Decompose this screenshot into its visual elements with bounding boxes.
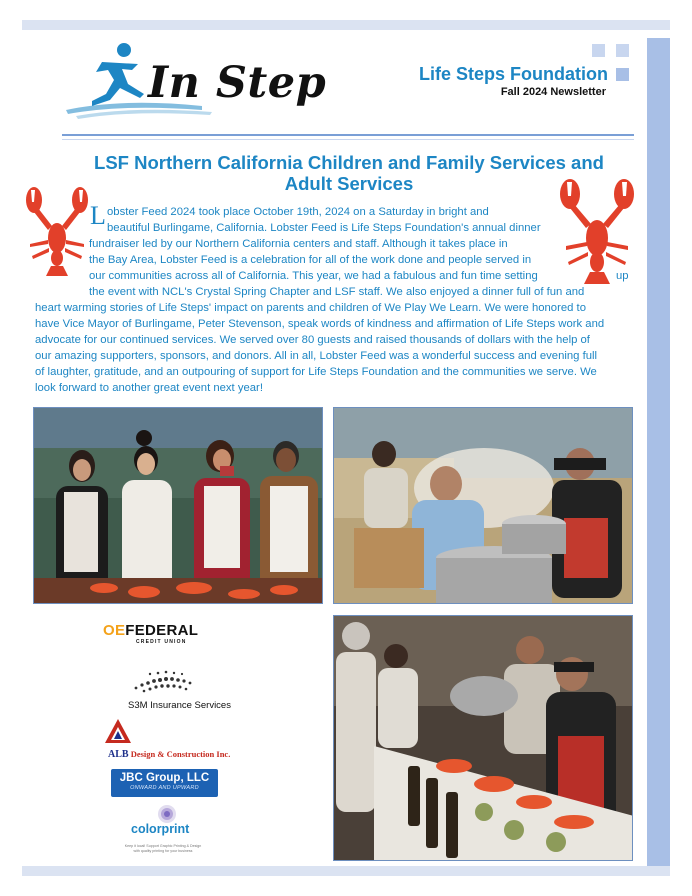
- article-line: look forward to another great event next year!: [35, 382, 263, 394]
- header-divider: [62, 134, 634, 136]
- alb-emblem-logo: [104, 718, 132, 744]
- oe-mark: OE: [103, 622, 126, 639]
- frame-right-bar: [647, 38, 670, 876]
- jbc-name: JBC Group, LLC: [119, 772, 210, 784]
- colorprint-emblem-logo: [157, 804, 177, 824]
- drop-cap: L: [90, 201, 106, 230]
- header-divider-thin: [62, 139, 634, 140]
- frame-bottom-bar: [22, 866, 670, 876]
- sponsor-alb-design: [108, 749, 230, 760]
- article-headline: [60, 152, 638, 194]
- article-line: obster Feed 2024 took place October 19th, 2024 on a Saturday in bright and: [107, 206, 489, 218]
- newsletter-edition: Fall 2024 Newsletter: [500, 86, 606, 98]
- article-line: our amazing supporters, sponsors, and donors. All in all, Lobster Feed was a wonderful success and evening full: [35, 350, 598, 362]
- sponsor-s3m-insurance: S3M Insurance Services: [128, 700, 231, 711]
- article-line: advocate for our continued services. We served over 80 guests and raised thousands of dollars with the help of: [35, 334, 590, 346]
- alb-mark: ALB: [108, 749, 129, 760]
- organization-name: Life Steps Foundation: [419, 64, 608, 84]
- headline-line-1: LSF Northern California Children and Family Services and: [94, 152, 604, 173]
- oe-credit-union: CREDIT UNION: [136, 639, 187, 645]
- article-line: the event with NCL's Crystal Spring Chapter and LSF staff. We also enjoyed a dinner full of fun and: [89, 286, 585, 298]
- article-line: up: [616, 270, 629, 282]
- sponsor-jbc-group: [111, 769, 218, 797]
- article-line: heart warming stories of Life Steps' impact on parents and children of We Play We Learn. We were honored to: [35, 302, 586, 314]
- decor-square: [616, 68, 629, 81]
- article-line: have Vice Mayor of Burlingame, Peter Stevenson, speak words of kindness and affirmation of Life Steps work and: [35, 318, 605, 330]
- lobster-illustration-left: [22, 186, 92, 278]
- event-photo-cooking: [333, 407, 633, 604]
- decor-square: [616, 44, 629, 57]
- article-line: of laughter, gratitude, and an outpouring of support for Life Steps Foundation and the communities we serve. We: [35, 366, 597, 378]
- article-line: our communities across all of California. This year, we had a fabulous and fun time setting: [89, 270, 538, 282]
- decor-square: [592, 44, 605, 57]
- sponsor-colorprint: colorprint: [131, 822, 190, 836]
- sponsor-oe-federal-logo: [103, 622, 198, 639]
- s3m-swirl-logo: [128, 668, 200, 698]
- article-line: beautiful Burlingame, California. Lobster Feed is Life Steps Foundation's annual dinner: [107, 222, 541, 234]
- alb-name: Design & Construction Inc.: [130, 749, 231, 759]
- jbc-tagline: ONWARD AND UPWARD: [130, 785, 199, 791]
- frame-top-bar: [22, 20, 670, 30]
- newsletter-logo-title: In Step: [148, 58, 327, 108]
- colorprint-tagline: Keep it local! Support Graphic Printing & Design with quality printing for your business: [124, 844, 202, 853]
- event-photo-guests: [33, 407, 323, 604]
- article-line: the Bay Area, Lobster Feed is a celebration for all of the work done and people served in: [89, 254, 532, 266]
- event-photo-serving: [333, 615, 633, 861]
- headline-line-2: Adult Services: [284, 173, 414, 194]
- oe-name: FEDERAL: [125, 622, 199, 639]
- article-line: fundraiser led by our Northern California centers and staff. Although it takes place in: [89, 238, 508, 250]
